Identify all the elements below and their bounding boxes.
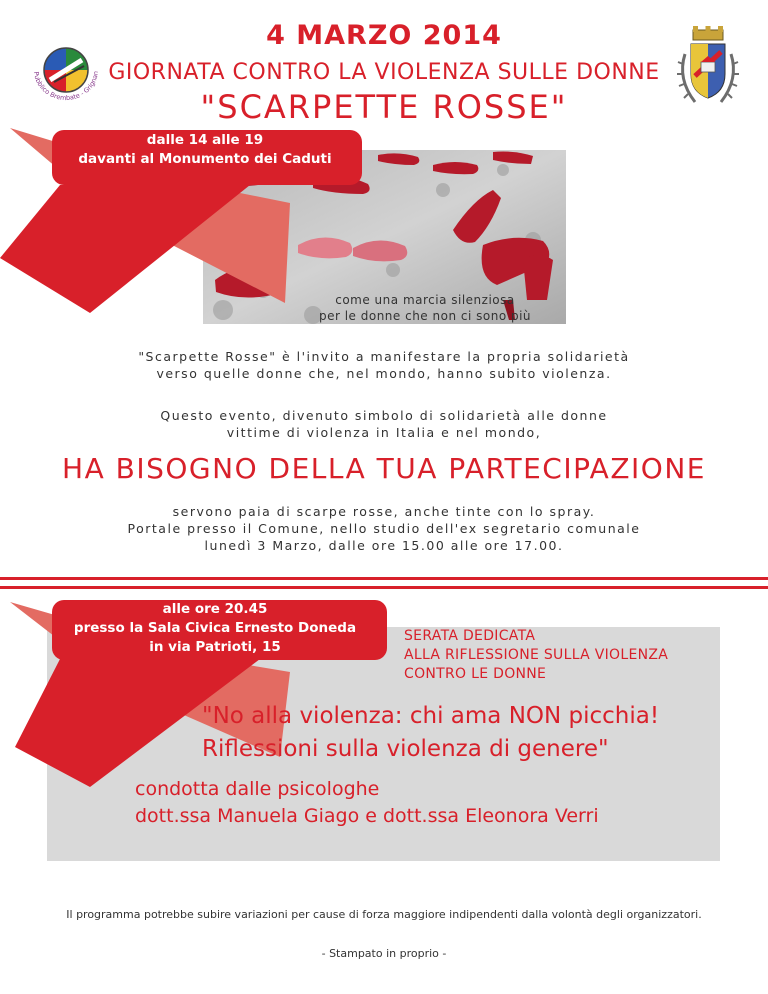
evening-info xyxy=(50,600,380,657)
evening-heading-line-3: CONTRO LE DONNE xyxy=(404,666,547,682)
evening-time: alle ore 20.45 xyxy=(162,601,268,617)
instructions-line-2: Portale presso il Comune, nello studio dell'ex segretario comunale xyxy=(127,521,641,536)
evening-heading-line-1: SERATA DEDICATA xyxy=(404,628,536,644)
disclaimer: Il programma potrebbe subire variazioni per cause di forza maggiore indipendenti dalla volontà degli organizzatori. xyxy=(66,908,702,921)
intro-paragraph-2 xyxy=(0,407,768,441)
instructions-line-1: servono paia di scarpe rosse, anche tinte con lo spray. xyxy=(172,504,596,519)
intro-p2-line-1: Questo evento, divenuto simbolo di solidarietà alle donne xyxy=(160,408,608,423)
speakers xyxy=(135,776,735,830)
evening-place-line-1: presso la Sala Civica Ernesto Doneda xyxy=(73,620,357,636)
intro-p1-line-1: "Scarpette Rosse" è l'invito a manifestare la propria solidarietà xyxy=(138,349,630,364)
event-date: 4 MARZO 2014 xyxy=(266,20,502,51)
evening-heading-line-2: ALLA RIFLESSIONE SULLA VIOLENZA xyxy=(404,647,669,663)
instructions-line-3: lunedì 3 Marzo, dalle ore 15.00 alle ore 17.00. xyxy=(204,538,564,553)
divider-bottom xyxy=(0,586,768,589)
talk-title xyxy=(202,700,742,766)
evening-heading xyxy=(404,627,724,684)
logo-left-text: Pubblico Brembate - Grignan xyxy=(32,70,101,103)
intro-p1-line-2: verso quelle donne che, nel mondo, hanno subito violenza. xyxy=(156,366,612,381)
speakers-line-2: dott.ssa Manuela Giago e dott.ssa Eleonora Verri xyxy=(135,805,599,827)
photo-caption xyxy=(290,292,560,324)
event-day-name: GIORNATA CONTRO LA VIOLENZA SULLE DONNE xyxy=(108,60,660,85)
afternoon-place: davanti al Monumento dei Caduti xyxy=(78,151,332,167)
evening-place-line-2: in via Patrioti, 15 xyxy=(149,639,281,655)
speakers-line-1: condotta dalle psicologhe xyxy=(135,778,380,800)
intro-paragraph-1 xyxy=(0,348,768,382)
caption-line-2: per le donne che non ci sono più xyxy=(318,309,532,323)
printed-note: - Stampato in proprio - xyxy=(321,947,447,960)
instructions xyxy=(0,503,768,554)
event-title: "SCARPETTE ROSSE" xyxy=(200,88,568,126)
talk-title-line-2: Riflessioni sulla violenza di genere" xyxy=(202,736,609,762)
intro-p2-line-2: vittime di violenza in Italia e nel mondo, xyxy=(226,425,542,440)
divider-top xyxy=(0,577,768,580)
talk-title-line-1: "No alla violenza: chi ama NON picchia! xyxy=(202,703,660,729)
call-to-action: HA BISOGNO DELLA TUA PARTECIPAZIONE xyxy=(62,452,706,485)
caption-line-1: come una marcia silenziosa xyxy=(335,293,515,307)
afternoon-time: dalle 14 alle 19 xyxy=(146,132,264,148)
afternoon-info xyxy=(50,131,360,169)
